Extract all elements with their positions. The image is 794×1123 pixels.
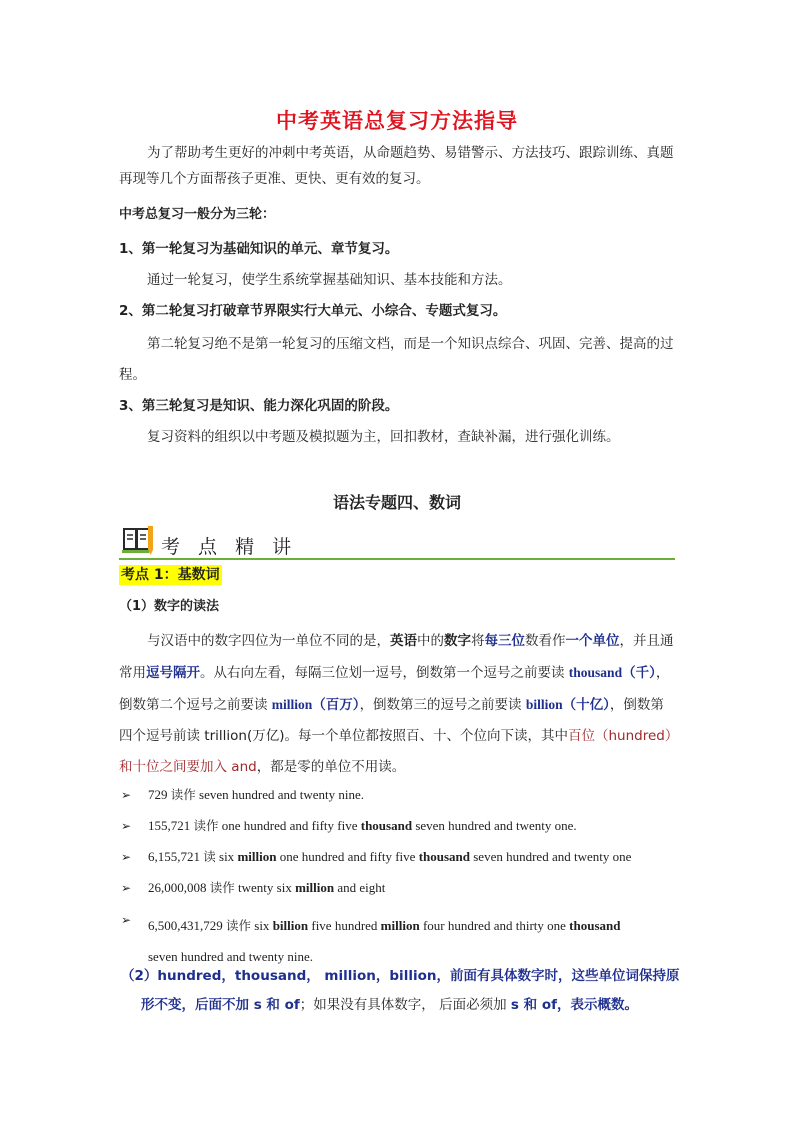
unit-word: million — [295, 880, 335, 895]
read-as: 读 — [203, 849, 216, 864]
text-run: ，并且通常用 — [119, 633, 674, 681]
round1-text: 通过一轮复习，使学生系统掌握基础知识、基本技能和方法。 — [147, 272, 512, 288]
list-item — [148, 816, 688, 836]
text-run: million（百万） — [271, 697, 360, 712]
text-run: 将 — [471, 633, 485, 649]
unit-word: billion — [272, 918, 309, 933]
round1-title: 1、第一轮复习为基础知识的单元、章节复习。 — [119, 241, 399, 257]
unit-word: million — [237, 849, 277, 864]
reading: seven hundred and twenty one. — [412, 818, 577, 833]
number: 729 — [148, 787, 168, 802]
kaodian-label: 考点 1：基数词 — [121, 567, 220, 583]
text-run: 。从右向左看，每隔三位划一逗号，倒数第一个逗号之前要读 — [200, 665, 569, 681]
text-run: billion（十亿） — [525, 697, 610, 712]
unit-word: thousand — [418, 849, 470, 864]
text-run: 数字 — [444, 633, 471, 649]
text-run: （2）hundred，thousand， million，billion，前面有具体数字时，这些单位词保持原形不变，后面不加 s 和 of — [121, 968, 680, 1013]
reading: four hundred and thirty one — [419, 918, 570, 933]
text-run: ，倒数第二个逗号之前要读 — [119, 665, 670, 713]
number: 155,721 — [148, 818, 191, 833]
reading: six — [254, 918, 273, 933]
subheading-2 — [121, 962, 681, 1020]
text-run: 百位（hundred）和十位之间要加入 and — [119, 728, 672, 775]
read-as: 读作 — [193, 818, 219, 833]
round3-text: 复习资料的组织以中考题及模拟题为主，回扣教材，查缺补漏，进行强化训练。 — [147, 429, 620, 445]
list-item — [148, 878, 688, 898]
unit-word: thousand — [569, 918, 621, 933]
reading: one hundred and fifty five — [276, 849, 419, 864]
text-run: 一个单位 — [565, 633, 620, 649]
bullet-icon: ➢ — [121, 881, 132, 895]
book-icon — [121, 526, 155, 556]
round3-title: 3、第三轮复习是知识、能力深化巩固的阶段。 — [119, 398, 399, 414]
text-run: 英语 — [390, 633, 417, 649]
reading: seven hundred and twenty one — [470, 849, 632, 864]
page-title: 中考英语总复习方法指导 — [276, 109, 518, 133]
text-run: ；如果没有具体数字， 后面必须加 — [299, 997, 511, 1013]
text-run: 逗号隔开 — [146, 665, 200, 681]
reading: five hundred — [308, 918, 381, 933]
text-run: 每三位 — [484, 633, 525, 649]
text-run: 中的 — [417, 633, 444, 649]
number: 6,155,721 — [148, 849, 200, 864]
subheading-1: （1）数字的读法 — [119, 599, 220, 614]
reading: six — [219, 849, 238, 864]
text-run: ，倒数第四个逗号前读 trillion(万亿)。每一个单位都按照百、十、个位向下读，其中 — [119, 697, 664, 744]
number: 26,000,008 — [148, 880, 207, 895]
round2-text: 第二轮复习绝不是第一轮复习的压缩文档，而是一个知识点综合、巩固、完善、提高的过程。 — [119, 336, 674, 383]
text-run: 与汉语中的数字四位为一单位不同的是， — [147, 633, 390, 649]
reading: and eight — [334, 880, 386, 895]
number: 6,500,431,729 — [148, 918, 223, 933]
reading: twenty six — [238, 880, 296, 895]
unit-word: thousand — [360, 818, 413, 833]
round2-title: 2、第二轮复习打破章节界限实行大单元、小综合、专题式复习。 — [119, 303, 507, 319]
list-item — [148, 847, 688, 867]
read-as: 读作 — [209, 880, 235, 895]
rounds-heading: 中考总复习一般分为三轮： — [119, 207, 276, 222]
banner-label: 考 点 精 讲 — [161, 536, 298, 558]
text-run: ，倒数第三的逗号之前要读 — [359, 697, 526, 713]
reading: one hundred and fifty five — [221, 818, 361, 833]
intro-paragraph: 为了帮助考生更好的冲刺中考英语，从命题趋势、易错警示、方法技巧、跟踪训练、真题再现等几个方面帮孩子更准、更快、更有效的复习。 — [119, 145, 674, 187]
section-title: 语法专题四、数词 — [332, 493, 461, 512]
banner-divider — [119, 558, 675, 560]
bullet-icon: ➢ — [121, 850, 132, 864]
kaodian-banner — [119, 526, 675, 562]
text-run: 数看作 — [525, 633, 566, 649]
text-run: ，都是零的单位不用读。 — [256, 759, 406, 775]
read-as: 读作 — [226, 918, 252, 933]
bullet-icon: ➢ — [121, 819, 132, 833]
text-run: thousand（千） — [568, 665, 656, 680]
list-item — [148, 785, 688, 805]
text-run: s 和 of，表示概数。 — [510, 997, 638, 1013]
reading-rules-paragraph — [119, 626, 677, 783]
unit-word: million — [380, 918, 420, 933]
read-as: 读作 — [170, 787, 196, 802]
bullet-icon: ➢ — [121, 913, 132, 927]
reading: seven hundred and twenty nine. — [199, 787, 364, 802]
reading: seven hundred and twenty nine. — [148, 949, 313, 964]
bullet-icon: ➢ — [121, 788, 132, 802]
